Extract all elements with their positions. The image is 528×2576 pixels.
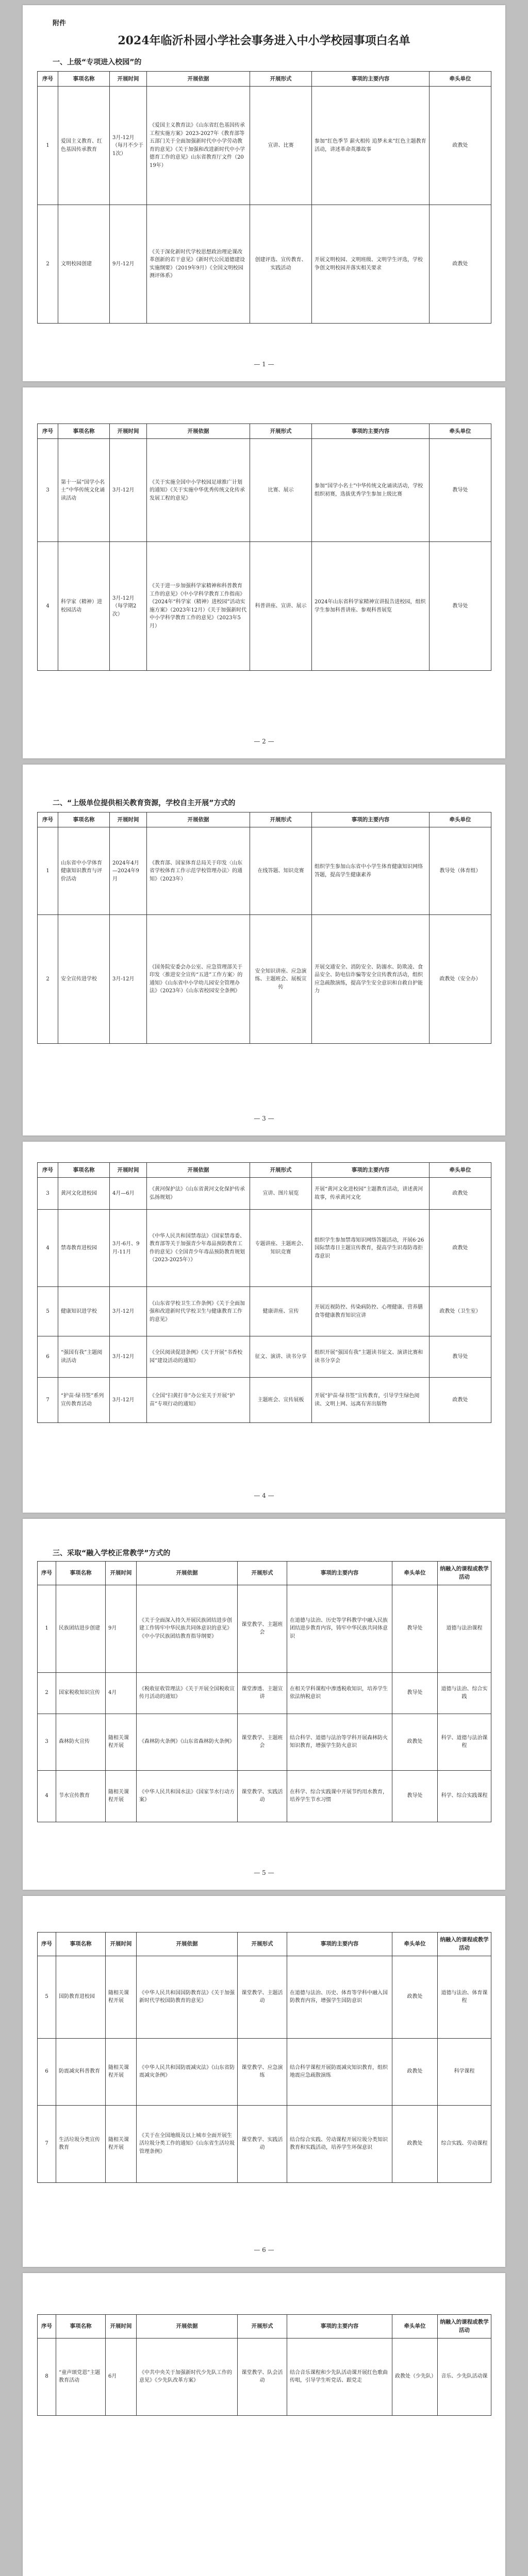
row-unit: 政教处（安全办） xyxy=(430,915,491,1044)
table-row xyxy=(38,1585,491,1672)
header-name: 事项名称 xyxy=(58,1163,110,1178)
row-basis: 《中共中央关于加强新时代少先队工作的意见》《少先队改革方案》 xyxy=(137,2338,238,2415)
row-content: 开展交通安全、消防安全、防溺水、防欺凌、食品安全、防电信诈骗等安全宣传教育活动，组织应急疏散演练，提高学生安全意识和自救自护能力 xyxy=(312,915,430,1044)
table-header-row xyxy=(38,1562,491,1585)
row-content: 开展“黄河文化进校园”主题教育活动，讲述黄河故事，传承黄河文化 xyxy=(312,1178,430,1210)
row-content: 组织学生参加山东省中小学生体育健康知识网络答题，提高学生健康素养 xyxy=(312,827,430,915)
table-row xyxy=(38,1178,491,1210)
row-form: 课堂教学、主题班会 xyxy=(238,1585,287,1672)
row-time: 3月-12月（每学期2次） xyxy=(110,542,147,671)
header-content: 事项的主要内容 xyxy=(312,812,430,827)
row-basis: 《税收征收管理法》《关于开展全国税收宣传月活动的通知》 xyxy=(137,1672,238,1714)
header-course: 纳融入的课程或教学活动 xyxy=(438,1562,491,1585)
row-basis: 《全国“扫黄打非”办公室关于开展“护苗”专项行动的通知》 xyxy=(147,1378,250,1423)
table-row xyxy=(38,1770,491,1822)
row-form: 宣讲、图片展览 xyxy=(250,1178,312,1210)
header-seq: 序号 xyxy=(38,1163,58,1178)
row-course: 科学、综合实践课程 xyxy=(438,1770,491,1822)
row-form: 安全知识讲座、应急演练、主题班会、展板宣传 xyxy=(250,915,312,1044)
table-row xyxy=(38,1287,491,1336)
row-name: 安全宣传进学校 xyxy=(58,915,110,1044)
row-unit: 政教处 xyxy=(392,2038,438,2105)
row-seq: 7 xyxy=(38,1378,58,1423)
row-form: 征文、演讲、读书分享 xyxy=(250,1336,312,1378)
row-content: 在相关学科课程中渗透税收知识，培养学生依法纳税意识 xyxy=(287,1672,392,1714)
row-seq: 1 xyxy=(38,1585,56,1672)
row-form: 课堂教学、主题活动 xyxy=(238,1956,287,2038)
row-seq: 6 xyxy=(38,1336,58,1378)
row-basis: 《全民阅读促进条例》《关于开展“书香校园”建设活动的通知》 xyxy=(147,1336,250,1378)
row-content: 组织学生参加禁毒知识网络答题活动，开展6·26国际禁毒日主题宣传教育，提高学生识毒防毒拒毒意识 xyxy=(312,1210,430,1287)
row-name: 科学家（精神）进校园活动 xyxy=(58,542,110,671)
row-name: 第十一届“国学小名士”中华传统文化诵读活动 xyxy=(58,439,110,542)
table-row xyxy=(38,1336,491,1378)
row-form: 课堂渗透、主题宣讲 xyxy=(238,1672,287,1714)
row-unit: 教导处 xyxy=(430,439,491,542)
row-form: 课堂教学、主题班会 xyxy=(238,1714,287,1770)
row-name: 生活垃圾分类宣传教育 xyxy=(56,2105,106,2182)
row-form: 课堂教学、实践活动 xyxy=(238,1770,287,1822)
header-basis: 开展依据 xyxy=(137,1562,238,1585)
row-name: 国防教育进校园 xyxy=(56,1956,106,2038)
row-course: 科学课程 xyxy=(438,2038,491,2105)
table-row xyxy=(38,87,491,205)
row-basis: 《国务院安委会办公室、应急管理部关于印发〈推进安全宣传“五进”工作方案〉的通知》《山东省中小学幼儿园安全管理办法》（2023年）《山东省校园安全条例》 xyxy=(147,915,250,1044)
table-header-row xyxy=(38,812,491,827)
header-content: 事项的主要内容 xyxy=(287,2315,392,2338)
row-content: 参加“红色季节 薪火相传 追梦未来”红色主题教育活动，讲述革命英雄故事 xyxy=(312,87,430,205)
row-name: “护苗·绿书签”系列宣传教育活动 xyxy=(58,1378,110,1423)
header-course: 纳融入的课程或教学活动 xyxy=(438,2315,491,2338)
row-seq: 4 xyxy=(38,542,58,671)
row-name: 爱国主义教育、红色基因传承教育 xyxy=(58,87,110,205)
row-seq: 4 xyxy=(38,1210,58,1287)
table-header-row xyxy=(38,1163,491,1178)
row-time: 随相关课程开展 xyxy=(106,2038,137,2105)
row-time: 3月-6月、9月-11月 xyxy=(110,1210,147,1287)
row-basis: 《关于全面深入持久开展民族团结进步创建工作铸牢中华民族共同体意识的意见》《中小学民族团结教育指导纲要》 xyxy=(137,1585,238,1672)
row-time: 4月—6月 xyxy=(110,1178,147,1210)
row-seq: 1 xyxy=(38,827,58,915)
row-name: 节水宣传教育 xyxy=(56,1770,106,1822)
whitelist-table-part-3 xyxy=(37,812,491,1044)
table-header-row xyxy=(38,2315,491,2338)
row-time: 9月 xyxy=(106,1585,137,1672)
row-basis: 《山东省学校卫生工作条例》《关于全面加强和改进新时代学校卫生与健康教育工作的意见》 xyxy=(147,1287,250,1336)
row-time: 9月-12月 xyxy=(110,205,147,324)
row-seq: 7 xyxy=(38,2105,56,2182)
row-unit: 政教处（卫生室） xyxy=(430,1287,491,1336)
header-content: 事项的主要内容 xyxy=(312,72,430,87)
whitelist-table-part-4 xyxy=(37,1162,491,1423)
table-header-row xyxy=(38,1933,491,1956)
row-unit: 政教处（少先队） xyxy=(392,2338,438,2415)
header-form: 开展形式 xyxy=(238,2315,287,2338)
header-time: 开展时间 xyxy=(106,1562,137,1585)
row-seq: 2 xyxy=(38,915,58,1044)
row-seq: 2 xyxy=(38,205,58,324)
row-course: 道德与法治课程 xyxy=(438,1585,491,1672)
row-content: 开展近视防控、传染病防控、心理健康、营养膳食等健康教育知识宣讲 xyxy=(312,1287,430,1336)
row-time: 3月-12月 xyxy=(110,1287,147,1336)
header-form: 开展形式 xyxy=(238,1933,287,1956)
header-seq: 序号 xyxy=(38,72,58,87)
row-content: 2024年山东省科学家精神宣讲报告进校园，组织学生参加科普讲座、参观科普展览 xyxy=(312,542,430,671)
header-time: 开展时间 xyxy=(110,424,147,439)
header-form: 开展形式 xyxy=(250,812,312,827)
header-form: 开展形式 xyxy=(250,1163,312,1178)
row-basis: 《教育部、国家体育总局关于印发〈山东省学校体育工作示范学校管理办法〉的通知》（2023年） xyxy=(147,827,250,915)
document-page-5 xyxy=(23,1519,505,1890)
row-time: 3月-12月 xyxy=(110,439,147,542)
row-form: 比赛、展示 xyxy=(250,439,312,542)
table-row xyxy=(38,1210,491,1287)
table-row xyxy=(38,1378,491,1423)
row-form: 在线答题、知识竞赛 xyxy=(250,827,312,915)
attachment-label: 附件 xyxy=(53,20,67,27)
whitelist-table-part-5 xyxy=(37,1561,491,1822)
row-name: 防震减灾科普教育 xyxy=(56,2038,106,2105)
row-name: 山东省中小学体育健康知识教育与评价活动 xyxy=(58,827,110,915)
section-heading-2: 二、“上级单位提供相关教育资源，学校自主开展”方式的 xyxy=(53,799,236,807)
row-basis: 《中华人民共和国防震减灾法》《山东省防震减灾条例》 xyxy=(137,2038,238,2105)
row-name: 禁毒教育进校园 xyxy=(58,1210,110,1287)
row-form: 宣讲、比赛 xyxy=(250,87,312,205)
row-seq: 1 xyxy=(38,87,58,205)
row-course: 道德与法治、综合实践 xyxy=(438,1672,491,1714)
row-form: 课堂教学、应急演练 xyxy=(238,2038,287,2105)
document-title: 2024年临沂朴园小学社会事务进入中小学校园事项白名单 xyxy=(118,34,410,47)
row-time: 3月-12月 xyxy=(110,915,147,1044)
table-row xyxy=(38,2038,491,2105)
header-unit: 牵头单位 xyxy=(430,812,491,827)
row-time: 3月-12月 xyxy=(110,1378,147,1423)
row-seq: 5 xyxy=(38,1956,56,2038)
row-basis: 《关于进一步加强科学家精神和科普教育工作的意见》《中小学科学教育工作指南》《2024年“科学家（精神）进校园”活动实施方案》（2023年12月）《关于加强新时代中小学科学教育工作的意见》（2023年5月） xyxy=(147,542,250,671)
row-content: 在科学、综合实践课中开展节约用水教育，培养学生节水习惯 xyxy=(287,1770,392,1822)
row-unit: 教导处 xyxy=(392,1770,438,1822)
row-time: 随相关课程开展 xyxy=(106,1714,137,1770)
header-content: 事项的主要内容 xyxy=(312,1163,430,1178)
row-seq: 8 xyxy=(38,2338,56,2415)
header-basis: 开展依据 xyxy=(147,1163,250,1178)
header-basis: 开展依据 xyxy=(137,1933,238,1956)
header-basis: 开展依据 xyxy=(147,72,250,87)
row-content: 在道德与法治、历史、体育等学科中融入国防教育内容，增强学生国防意识 xyxy=(287,1956,392,2038)
row-time: 随相关课程开展 xyxy=(106,1956,137,2038)
page-number: — 2 — xyxy=(254,738,274,745)
header-content: 事项的主要内容 xyxy=(287,1562,392,1585)
row-content: 结合科学课程开展防震减灾知识教育，组织地震应急疏散演练 xyxy=(287,2038,392,2105)
table-row xyxy=(38,1956,491,2038)
row-name: “童声颂党恩”主题教育活动 xyxy=(56,2338,106,2415)
header-basis: 开展依据 xyxy=(147,812,250,827)
row-form: 主题班会、宣传展板 xyxy=(250,1378,312,1423)
page-number: — 6 — xyxy=(254,2246,274,2253)
row-time: 3月-12月 xyxy=(110,1336,147,1378)
row-basis: 《中华人民共和国禁毒法》《国家禁毒委、教育部等关于加强青少年毒品预防教育工作的意见》《全国青少年毒品预防教育规划（2023-2025年）》 xyxy=(147,1210,250,1287)
row-basis: 《中华人民共和国国防教育法》《关于加强新时代学校国防教育的意见》 xyxy=(137,1956,238,2038)
row-content: 结合科学、道德与法治等学科开展森林防火知识教育，增强学生防火意识 xyxy=(287,1714,392,1770)
document-page-4 xyxy=(23,1142,505,1513)
row-unit: 教导处 xyxy=(430,542,491,671)
header-unit: 牵头单位 xyxy=(392,2315,438,2338)
row-name: “强国有我”主题阅读活动 xyxy=(58,1336,110,1378)
row-course: 音乐、少先队活动课 xyxy=(438,2338,491,2415)
whitelist-table-part-2 xyxy=(37,423,491,671)
header-name: 事项名称 xyxy=(58,812,110,827)
header-form: 开展形式 xyxy=(250,72,312,87)
header-name: 事项名称 xyxy=(58,424,110,439)
row-seq: 5 xyxy=(38,1287,58,1336)
header-seq: 序号 xyxy=(38,2315,56,2338)
row-unit: 政教处 xyxy=(430,1210,491,1287)
row-name: 健康知识进学校 xyxy=(58,1287,110,1336)
whitelist-table-part-6 xyxy=(37,1932,491,2183)
row-content: 参加“国学小名士”中华传统文化诵读活动，学校组织初赛，选拔优秀学生参加上级比赛 xyxy=(312,439,430,542)
header-form: 开展形式 xyxy=(250,424,312,439)
row-seq: 2 xyxy=(38,1672,56,1714)
header-content: 事项的主要内容 xyxy=(312,424,430,439)
header-unit: 牵头单位 xyxy=(430,1163,491,1178)
row-course: 科学、道德与法治课程 xyxy=(438,1714,491,1770)
row-basis: 《关于实施全国中小学校园足球推广计划的通知》《关于实施中华优秀传统文化传承发展工程的意见》 xyxy=(147,439,250,542)
row-content: 开展“护苗·绿书签”宣传教育，引导学生绿色阅读、文明上网、远离有害出版物 xyxy=(312,1378,430,1423)
row-basis: 《关于在全国地级及以上城市全面开展生活垃圾分类工作的通知》《山东省生活垃圾管理条例》 xyxy=(137,2105,238,2182)
row-basis: 《森林防火条例》《山东省森林防火条例》 xyxy=(137,1714,238,1770)
row-unit: 教导处 xyxy=(392,1585,438,1672)
header-content: 事项的主要内容 xyxy=(287,1933,392,1956)
document-page-3 xyxy=(23,765,505,1136)
table-header-row xyxy=(38,72,491,87)
document-page-1 xyxy=(23,5,505,381)
row-unit: 政教处 xyxy=(392,2105,438,2182)
row-content: 结合音乐课程和少先队活动课开展红色歌曲传唱，引导学生听党话、跟党走 xyxy=(287,2338,392,2415)
page-number: — 4 — xyxy=(254,1492,274,1499)
header-unit: 牵头单位 xyxy=(392,1562,438,1585)
row-seq: 3 xyxy=(38,439,58,542)
table-row xyxy=(38,827,491,915)
table-row xyxy=(38,1672,491,1714)
header-name: 事项名称 xyxy=(56,1933,106,1956)
header-basis: 开展依据 xyxy=(137,2315,238,2338)
whitelist-table-part-1 xyxy=(37,71,491,324)
row-form: 课堂教学、实践活动 xyxy=(238,2105,287,2182)
header-name: 事项名称 xyxy=(56,2315,106,2338)
header-name: 事项名称 xyxy=(58,72,110,87)
table-row xyxy=(38,542,491,671)
document-page-2 xyxy=(23,387,505,758)
row-form: 创建评选、宣传教育、实践活动 xyxy=(250,205,312,324)
header-time: 开展时间 xyxy=(106,2315,137,2338)
header-time: 开展时间 xyxy=(110,1163,147,1178)
row-name: 民族团结进步创建 xyxy=(56,1585,106,1672)
table-row xyxy=(38,2338,491,2415)
page-number: — 5 — xyxy=(254,1869,274,1876)
header-unit: 牵头单位 xyxy=(392,1933,438,1956)
whitelist-table-part-7 xyxy=(37,2314,491,2416)
header-seq: 序号 xyxy=(38,812,58,827)
table-row xyxy=(38,2105,491,2182)
section-heading-1: 一、上级“专项进入校园”的 xyxy=(53,58,142,66)
header-seq: 序号 xyxy=(38,1562,56,1585)
header-seq: 序号 xyxy=(38,1933,56,1956)
table-row xyxy=(38,1714,491,1770)
row-seq: 3 xyxy=(38,1714,56,1770)
header-seq: 序号 xyxy=(38,424,58,439)
row-content: 开展文明校园、文明班级、文明学生评选，学校争创文明校园并落实相关要求 xyxy=(312,205,430,324)
row-form: 专题讲座、主题班会、知识竞赛 xyxy=(250,1210,312,1287)
section-heading-3: 三、采取“融入学校正常教学”方式的 xyxy=(53,1549,171,1557)
header-time: 开展时间 xyxy=(110,812,147,827)
row-unit: 教导处 xyxy=(430,1336,491,1378)
row-form: 健康讲座、宣传 xyxy=(250,1287,312,1336)
row-name: 森林防火宣传 xyxy=(56,1714,106,1770)
row-unit: 政教处 xyxy=(430,1178,491,1210)
row-seq: 6 xyxy=(38,2038,56,2105)
table-header-row xyxy=(38,424,491,439)
row-time: 随相关课程开展 xyxy=(106,1770,137,1822)
page-number: — 3 — xyxy=(254,1115,274,1122)
row-course: 道德与法治、体育课程 xyxy=(438,1956,491,2038)
header-form: 开展形式 xyxy=(238,1562,287,1585)
row-form: 课堂教学、队会活动 xyxy=(238,2338,287,2415)
header-name: 事项名称 xyxy=(56,1562,106,1585)
row-basis: 《关于深化新时代学校思想政治理论课改革创新的若干意见》《新时代公民道德建设实施纲要》（2019年9月）《全国文明校园测评体系》 xyxy=(147,205,250,324)
row-content: 组织开展“强国有我”主题读书征文、演讲比赛和读书分享会 xyxy=(312,1336,430,1378)
document-page-6 xyxy=(23,1896,505,2267)
row-name: 国家税收知识宣传 xyxy=(56,1672,106,1714)
page-number: — 1 — xyxy=(254,361,274,368)
table-row xyxy=(38,915,491,1044)
header-basis: 开展依据 xyxy=(147,424,250,439)
row-unit: 政教处 xyxy=(430,205,491,324)
header-unit: 牵头单位 xyxy=(430,72,491,87)
row-time: 3月-12月（每月不少于1次） xyxy=(110,87,147,205)
row-name: 文明校园创建 xyxy=(58,205,110,324)
row-seq: 3 xyxy=(38,1178,58,1210)
row-course: 综合实践、劳动课程 xyxy=(438,2105,491,2182)
row-name: 黄河文化进校园 xyxy=(58,1178,110,1210)
row-unit: 教导处（体育组） xyxy=(430,827,491,915)
row-unit: 政教处 xyxy=(392,1956,438,2038)
row-time: 4月 xyxy=(106,1672,137,1714)
row-unit: 教导处 xyxy=(392,1672,438,1714)
header-unit: 牵头单位 xyxy=(430,424,491,439)
row-unit: 政教处 xyxy=(430,87,491,205)
table-row xyxy=(38,439,491,542)
row-form: 科普讲座、宣讲、展示 xyxy=(250,542,312,671)
row-basis: 《中华人民共和国水法》《国家节水行动方案》 xyxy=(137,1770,238,1822)
row-seq: 4 xyxy=(38,1770,56,1822)
document-page-7 xyxy=(23,2273,505,2576)
row-basis: 《爱国主义教育法》《山东省红色基因传承工程实施方案》2023-2027年《教育部等五部门关于全面加强新时代中小学劳动教育的意见》《关于加强和改进新时代中小学德育工作的意见》山东省教育厅文件（2019年） xyxy=(147,87,250,205)
row-content: 在道德与法治、历史等学科教学中融入民族团结进步教育内容，铸牢中华民族共同体意识 xyxy=(287,1585,392,1672)
row-content: 结合综合实践、劳动课程开展垃圾分类知识教育和实践活动，培养学生环保意识 xyxy=(287,2105,392,2182)
row-unit: 政教处 xyxy=(430,1378,491,1423)
table-row xyxy=(38,205,491,324)
row-time: 6月 xyxy=(106,2338,137,2415)
row-time: 2024年4月—2024年9月 xyxy=(110,827,147,915)
header-time: 开展时间 xyxy=(106,1933,137,1956)
header-time: 开展时间 xyxy=(110,72,147,87)
row-time: 随相关课程开展 xyxy=(106,2105,137,2182)
row-unit: 政教处 xyxy=(392,1714,438,1770)
header-course: 纳融入的课程或教学活动 xyxy=(438,1933,491,1956)
row-basis: 《黄河保护法》《山东省黄河文化保护传承弘扬规划》 xyxy=(147,1178,250,1210)
